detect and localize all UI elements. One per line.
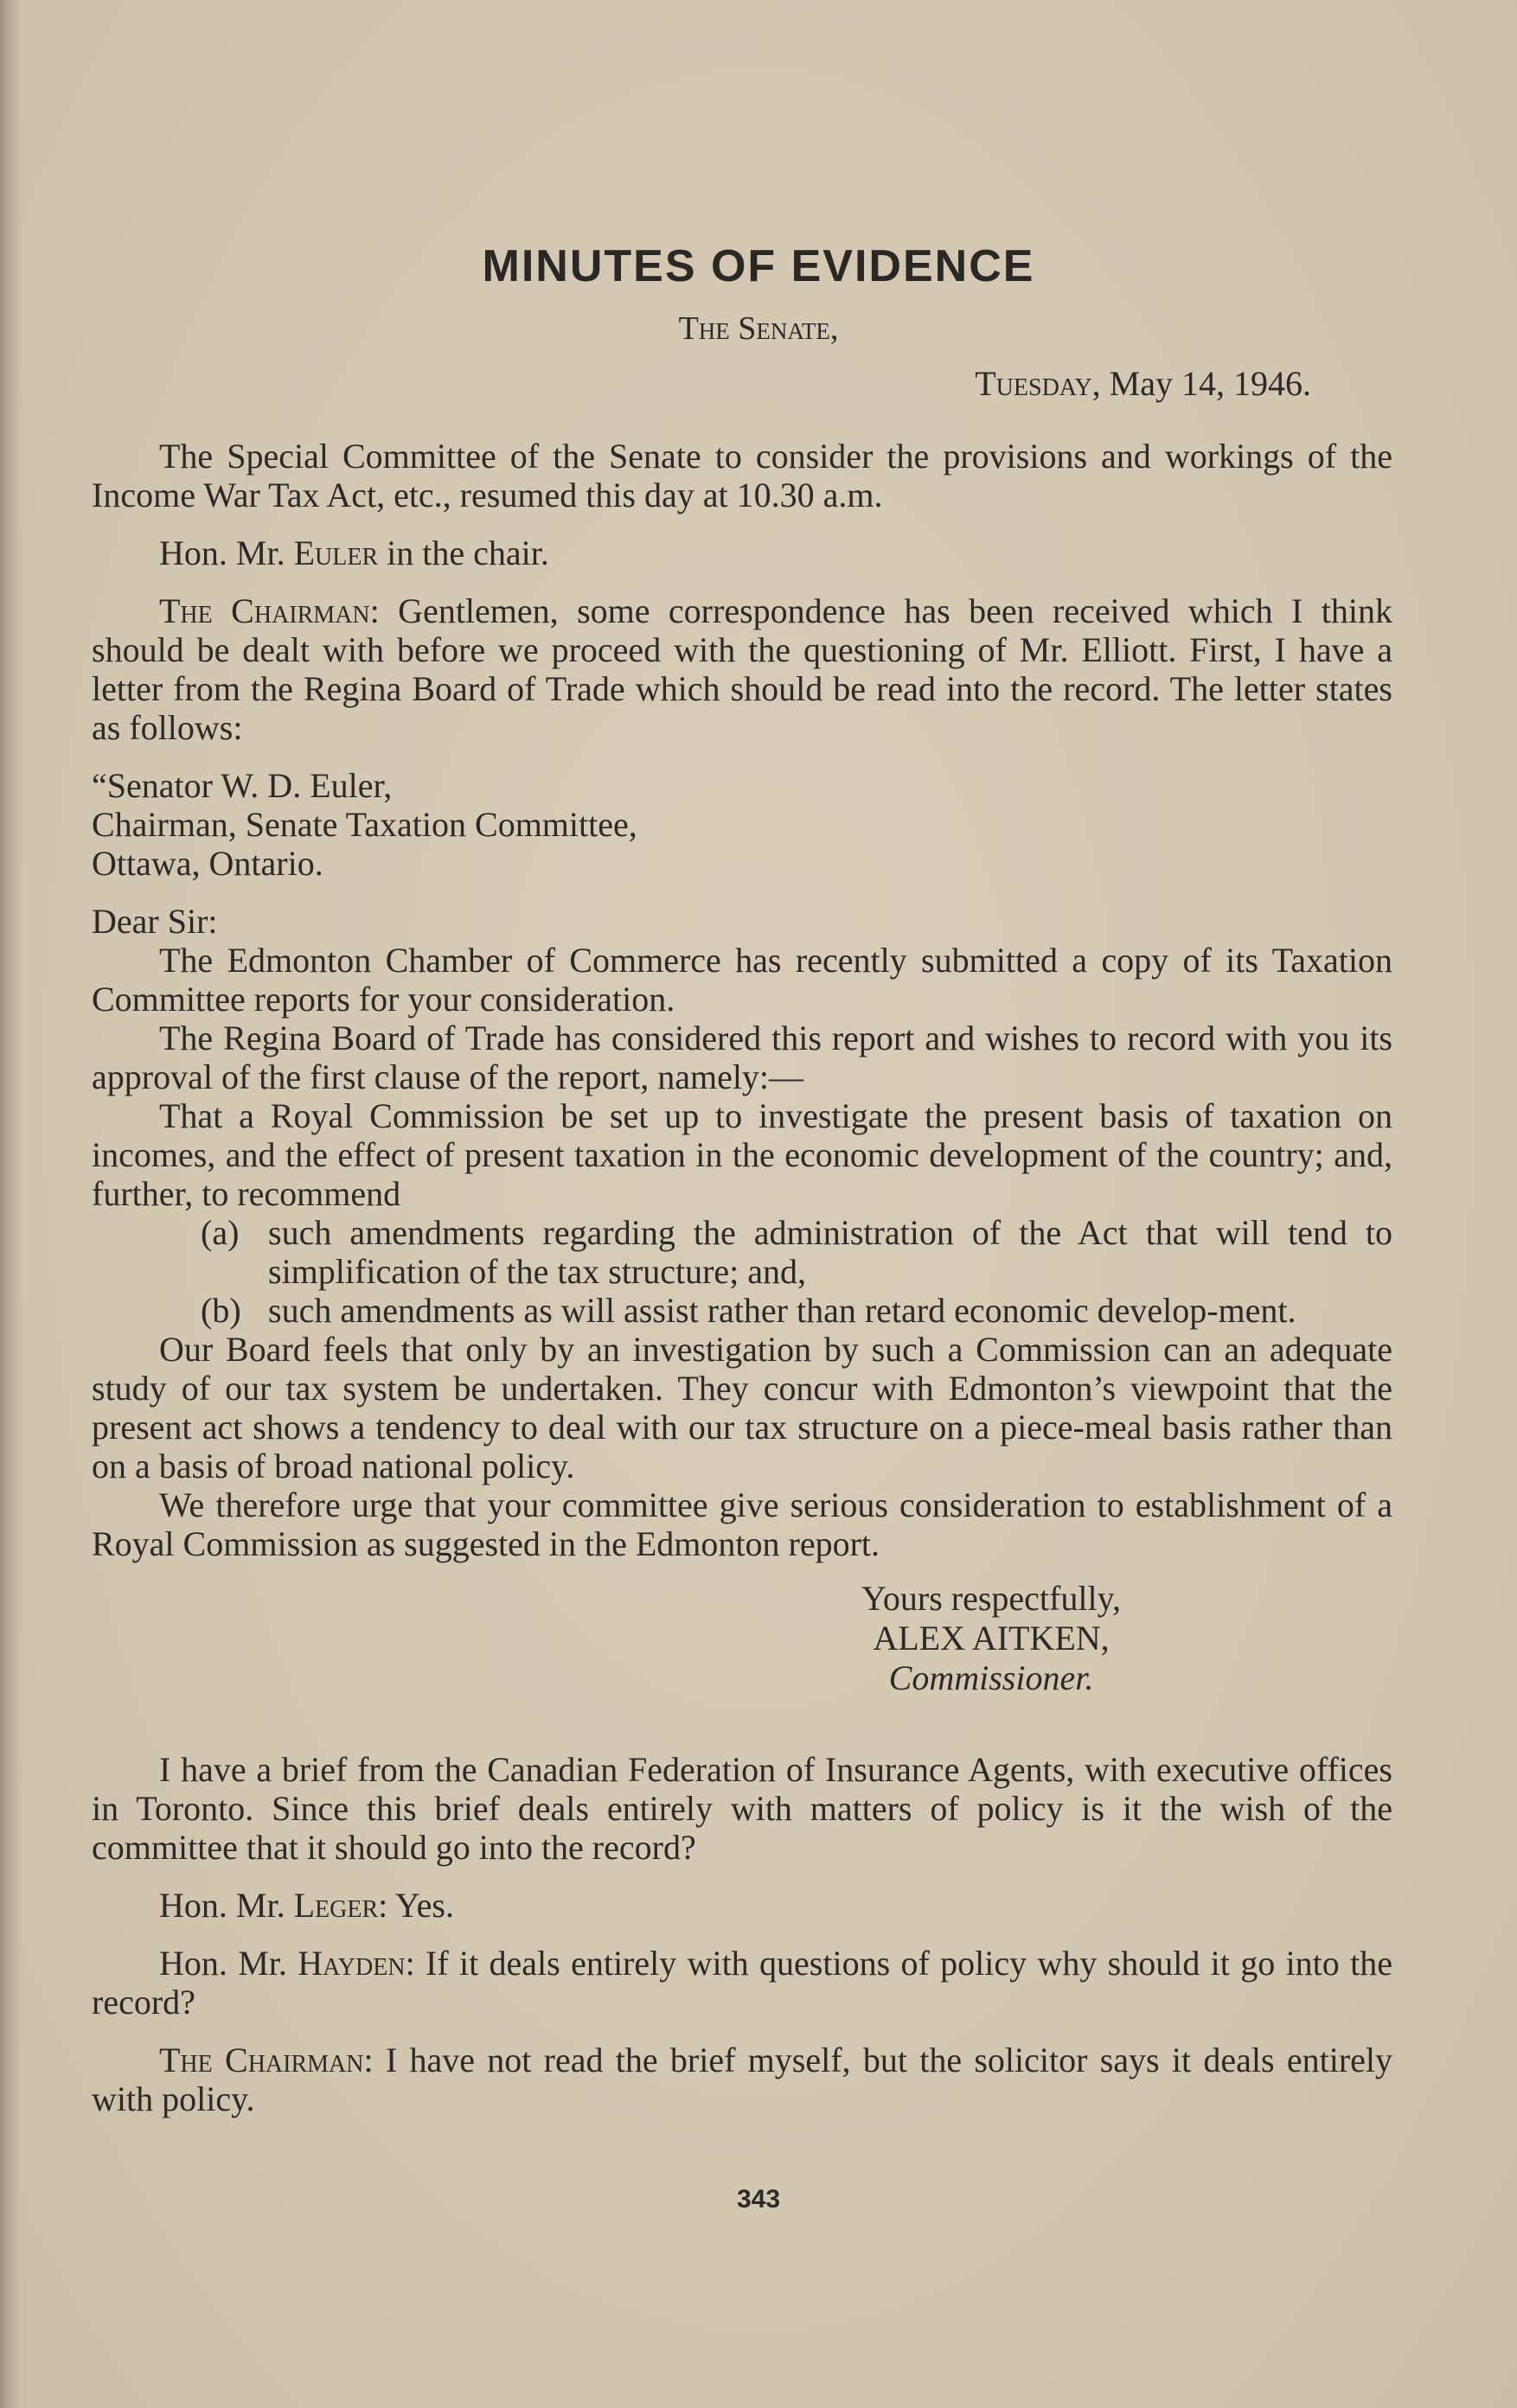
session-date <box>975 363 1311 404</box>
chair-line <box>92 533 1392 572</box>
chair-prefix: Hon. Mr. <box>159 533 294 572</box>
chairman-statement-2-text: : I have not read the brief myself, but the solicitor says it deals entirely with policy. <box>92 2041 1393 2118</box>
intro-paragraph: The Special Committee of the Senate to consider the provisions and workings of the Income War Tax Act, etc., resumed this day at 10.30 a.m. <box>92 437 1392 514</box>
chairman-statement-2 <box>92 2041 1392 2118</box>
address-line: “Senator W. D. Euler, <box>92 766 393 805</box>
date-rest: May 14, 1946. <box>1100 364 1311 403</box>
quoted-clause: That a Royal Commission be set up to investigate the present basis of taxation on incomes, and the effect of present taxation in the economic development of the country; and, further, to recommend <box>92 1096 1392 1213</box>
letter-closing <box>835 1579 1147 1698</box>
chair-suffix: in the chair. <box>378 533 549 572</box>
hayden-prefix: Hon. Mr. <box>159 1944 298 1983</box>
urge-paragraph: We therefore urge that your committee give serious consideration to establishment of a Royal Commission as suggested in the Edmonton report. <box>92 1485 1392 1563</box>
chair-name: Euler <box>293 533 379 572</box>
letter-paragraph-2: The Regina Board of Trade has considered this report and wishes to record with you its approval of the first clause of the report, namely:— <box>92 1019 1392 1096</box>
clause-item-text: such amendments regarding the administration of the Act that will tend to simplification of the tax structure; and, <box>268 1213 1392 1291</box>
date-day: Tuesday, <box>975 364 1101 403</box>
clause-item-label: (a) <box>201 1213 240 1252</box>
signatory-name: ALEX AITKEN, <box>873 1619 1110 1657</box>
hayden-statement <box>92 1944 1392 2022</box>
leger-prefix: Hon. Mr. <box>159 1886 294 1925</box>
leger-statement <box>92 1886 1392 1925</box>
chairman-statement-1-text: : Gentlemen, some correspondence has been received which I think should be dealt with before we proceed with the questioning of Mr. Elliott. First, I have a letter from the Regina Board of Trade which should be read into the record. The letter states as follows: <box>92 591 1392 747</box>
clause-item-text: such amendments as will assist rather than retard economic develop-ment. <box>268 1291 1296 1330</box>
book-spine-edge <box>0 0 22 2408</box>
leger-text: : Yes. <box>378 1886 454 1925</box>
page-heading: MINUTES OF EVIDENCE <box>482 241 1035 291</box>
speaker-hayden: Hayden <box>298 1944 406 1983</box>
hayden-text: : If it deals entirely with questions of policy why should it go into the record? <box>92 1944 1393 2022</box>
speaker-chairman-2: The Chairman <box>159 2041 364 2079</box>
address-line: Chairman, Senate Taxation Committee, <box>92 805 637 844</box>
chairman-statement-1 <box>92 591 1392 747</box>
letter-address <box>92 766 1392 883</box>
closing-line: Yours respectfully, <box>861 1579 1121 1618</box>
address-line: Ottawa, Ontario. <box>92 844 323 883</box>
letter-salutation: Dear Sir: <box>92 902 218 941</box>
speaker-leger: Leger <box>293 1886 379 1925</box>
brief-paragraph: I have a brief from the Canadian Federation of Insurance Agents, with executive offices in Toronto. Since this brief deals entirely with matters of policy is it the wish of the committee that it should go into the record? <box>92 1750 1392 1867</box>
board-paragraph: Our Board feels that only by an investigation by such a Commission can an adequate study of our tax system be undertaken. They concur with Edmonton’s viewpoint that the present act shows a tendency to deal with our tax structure on a piece-meal basis rather than on a basis of broad national policy. <box>92 1330 1392 1485</box>
page-number: 343 <box>736 2185 781 2213</box>
speaker-chairman-1: The Chairman <box>159 591 370 630</box>
clause-item <box>201 1291 1392 1330</box>
clause-item-label: (b) <box>201 1291 241 1330</box>
minutes-body <box>92 437 1392 2118</box>
senate-line: The Senate, <box>678 310 839 347</box>
clause-item <box>201 1213 1392 1291</box>
letter-paragraph-1: The Edmonton Chamber of Commerce has recently submitted a copy of its Taxation Committee reports for your consideration. <box>92 941 1392 1019</box>
signatory-title: Commissioner. <box>888 1658 1094 1697</box>
